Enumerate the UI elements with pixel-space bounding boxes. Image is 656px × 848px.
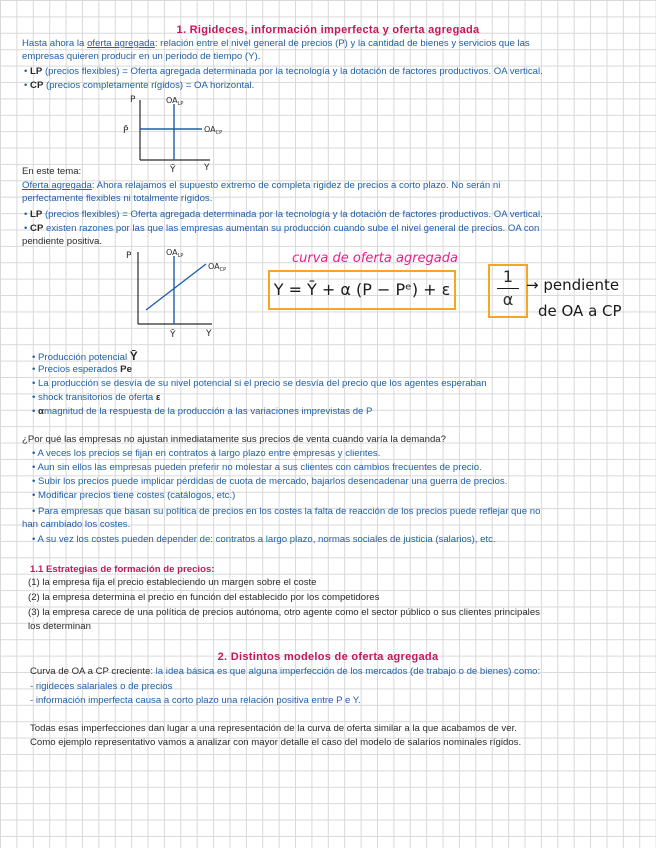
bullet-cp-1: • CP (precios completamente rígidos) = OA horizontal. (24, 80, 255, 91)
s2-line-4: Todas esas imperfecciones dan lugar a una representación de la curva de oferta similar a la que acabamos de ver. (30, 723, 517, 734)
section-2-title: 2. Distintos modelos de oferta agregada (217, 651, 439, 663)
strategy-3b: los determinan (28, 621, 91, 632)
ybar-label: Ȳ (170, 165, 176, 174)
slope-text-b: de OA a CP (538, 302, 622, 320)
frac-num: 1 (502, 267, 514, 286)
axis-p-label-2: P (126, 251, 132, 261)
ybar-label-2: Ȳ (170, 330, 176, 340)
var-item-5: • αmagnitud de la respuesta de la producción a las variaciones imprevistas de P (32, 406, 373, 417)
axis-y-label-2: Y (206, 329, 212, 339)
oa-cp-label: $OA_{CP}$ (204, 125, 223, 136)
var-item-3: • La producción se desvía de su nivel potencial si el precio se desvía del precio que los agentes esperaban (32, 378, 487, 389)
section-1-1-title: 1.1 Estrategias de formación de precios: (30, 564, 215, 575)
oa-lp-label: $OA_{LP}$ (166, 96, 184, 107)
s2-line-5: Como ejemplo representativo vamos a analizar con mayor detalle el caso del modelo de salarios nominales rígidos. (30, 737, 522, 748)
bullet-cp-2: • CP existen razones por las que las empresas aumentan su producción cuando sube el nivel general de precios. OA con (24, 223, 540, 234)
axis-y-label: Y (204, 163, 210, 173)
cp-text: (precios completamente rígidos) = OA horizontal. (46, 80, 255, 91)
why-bullet-3: • Subir los precios puede implicar pérdidas de cuota de mercado, bajarlos desencadenar una guerra de precios. (32, 476, 508, 487)
pbar-label: P̄ (123, 126, 129, 136)
slope-text-a: → pendiente (526, 276, 620, 294)
cp-key: CP (30, 80, 44, 91)
intro-line-1 (22, 38, 634, 50)
why-bullet-5: • Para empresas que basan su política de precios en los costes la falta de reacción de los precios puede reflejar que no (32, 506, 541, 517)
var-item-2: • Precios esperados Pe (32, 364, 132, 375)
var-item-4: • shock transitorios de oferta ε (32, 392, 161, 403)
lp-text: (precios flexibles) = Oferta agregada determinada por la tecnología y la dotación de factores productivos. OA vertical. (44, 66, 543, 77)
frac-den: α (502, 290, 514, 309)
why-bullet-2: • Aun sin ellos las empresas pueden preferir no molestar a sus clientes con cambios frecuentes de precio. (32, 462, 482, 473)
bullet-lp-1: • LP (precios flexibles) = Oferta agregada determinada por la tecnología y la dotación de factores productivos. OA vertical. (24, 66, 543, 77)
lp2-key: LP (30, 209, 43, 220)
s2-line-2: - rigideces salariales o de precios (30, 681, 173, 692)
graph-oa-lp-cp (118, 92, 268, 174)
slope-word: pendiente (543, 276, 620, 294)
strategy-1: (1) la empresa fija el precio estableciendo un margen sobre el coste (28, 577, 317, 588)
intro-link-oferta: oferta agregada (87, 38, 155, 49)
lp-key: LP (30, 66, 43, 77)
en-este-tema: En este tema: (22, 166, 82, 177)
formula-equation: Y = Ȳ + α (P − Pᵉ) + ε (268, 270, 456, 310)
why-question: ¿Por qué las empresas no ajustan inmediatamente sus precios de venta cuando varía la demanda? (22, 434, 446, 445)
formula-caption: curva de oferta agregada (292, 251, 458, 266)
oa-line-1 (22, 180, 634, 192)
lp2-text: (precios flexibles) = Oferta agregada determinada por la tecnología y la dotación de factores productivos. OA vertical. (44, 209, 543, 220)
why-bullet-5-cont: han cambiado los costes. (22, 519, 131, 530)
oa-cp-sloped-line (146, 264, 206, 310)
oa-text-a: : Ahora relajamos el supuesto extremo de completa rigidez de precios a corto plazo. No serán ni (91, 180, 501, 191)
strategy-3a: (3) la empresa carece de una política de precios autónoma, otro agente como el sector público o sus clientes principales (28, 607, 540, 618)
cp2-key: CP (30, 223, 44, 234)
section-1-title: 1. Rigideces, información imperfecta y oferta agregada (176, 24, 480, 36)
s2-line-1: Curva de OA a CP creciente: la idea básica es que alguna imperfección de los mercados (de trabajo o de bienes) como: (30, 666, 541, 677)
slope-fraction-box (488, 264, 528, 318)
var-item-1: • Producción potencial Ȳ (32, 349, 138, 363)
intro-text-b: : relación entre el nivel general de precios (P) y la cantidad de bienes y servicios que las (154, 38, 530, 49)
oa-line-2: perfectamente flexibles ni totalmente rígidos. (22, 193, 213, 204)
intro-text-a: Hasta ahora la (22, 38, 85, 49)
cp2-text-a: existen razones por las que las empresas aumentan su producción cuando sube el nivel general de precios. OA con (46, 223, 540, 234)
why-bullet-1: • A veces los precios se fijan en contratos a largo plazo entre empresas y clientes. (32, 448, 381, 459)
graph-oa-pendiente (118, 244, 268, 340)
oa-cp-label-2: $OA_{CP}$ (208, 262, 227, 273)
oa-label: Oferta agregada (22, 180, 92, 191)
axis-p-label: P (130, 95, 136, 105)
why-bullet-6: • A su vez los costes pueden depender de: contratos a largo plazo, normas sociales de justicia (salarios), etc. (32, 534, 496, 545)
intro-line-2: empresas quieren producir en un periodo de tiempo (Y). (22, 51, 261, 62)
cp2-line-2: pendiente positiva. (22, 236, 103, 247)
why-bullet-4: • Modificar precios tiene costes (catálogos, etc.) (32, 490, 236, 501)
strategy-2: (2) la empresa determina el precio en función del establecido por los competidores (28, 592, 380, 603)
oa-lp-label-2: $OA_{LP}$ (166, 248, 184, 259)
bullet-lp-2: • LP (precios flexibles) = Oferta agregada determinada por la tecnología y la dotación de factores productivos. OA vertical. (24, 209, 543, 220)
s2-line-3: - información imperfecta causa a corto plazo una relación positiva entre P e Y. (30, 695, 361, 706)
